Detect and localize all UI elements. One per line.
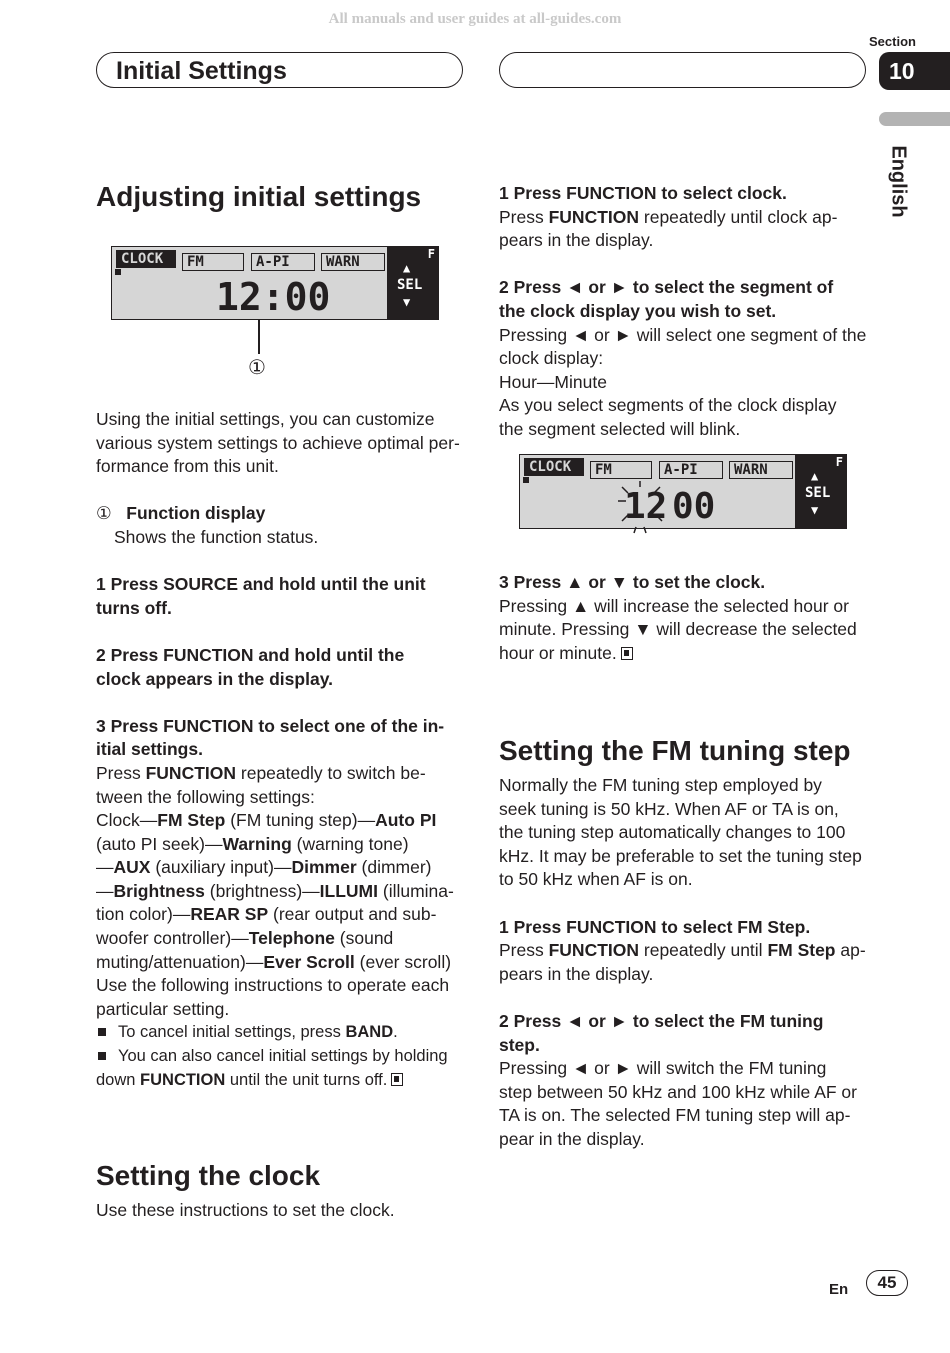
lcd-time: 12:00 bbox=[216, 275, 331, 319]
lcd-warn-label: WARN bbox=[321, 253, 385, 271]
language-label: English bbox=[887, 145, 910, 218]
language-tab bbox=[879, 112, 950, 126]
lcd-api-label: A-PI bbox=[251, 253, 315, 271]
sel-control bbox=[387, 247, 439, 320]
lcd-fm-label: FM bbox=[182, 253, 244, 271]
step-heading: clock appears in the display. bbox=[96, 668, 333, 689]
right-column-step3: 3 Press ▲ or ▼ to set the clock. Pressing ▲ will increase the selected hour or minute. Pressing ▼ will decrease the selected hour or minute. bbox=[499, 571, 867, 665]
right-column-top: 1 Press FUNCTION to select clock. Press FUNCTION repeatedly until clock ap- pears in the display. 2 Press ◄ or ► to select the segment of the clock display you wish to set. Pressing ◄ or ► will select one segment of the clock display: Hour—Minute As you select segments of the clock display the segment selected will blink. bbox=[499, 183, 867, 439]
step-heading: itial settings. bbox=[96, 739, 203, 760]
step-heading: 1 Press FUNCTION to select FM Step. bbox=[499, 916, 811, 937]
step-heading: 2 Press ◄ or ► to select the segment of bbox=[499, 277, 834, 298]
page-number: 45 bbox=[866, 1270, 908, 1296]
left-column-text: Using the initial settings, you can customize various system settings to achieve optimal per- formance from this unit. ① Function display Shows the function status. 1 Press SOURCE and hold until the unit turns off. 2 Press FUNCTION and hold until the clock appears in the display. 3 Press FUNCTION to select one of the in- itial settings. Press FUNCTION repeatedly to switch be- tween the following settings: Clock—FM Step (FM tuning step)—Auto PI (auto PI seek)—Warning (warning tone) —AUX (auxiliary input)—Dimmer (dimmer) —Brightness (brightness)—ILLUMI (illumina- tion color)—REAR SP (rear output and sub- woofer controller)—Telephone (sound muting/attenuation)—Ever Scroll (ever scroll) Use the following instructions to operate each particular setting. To cancel initial settings, press BAND. You can also cancel initial settings by holding down FUNCTION until the unit turns off. bbox=[96, 408, 464, 1092]
callout-number: ① bbox=[248, 357, 266, 379]
section-label: Section bbox=[869, 34, 916, 49]
up-arrow-icon: ▲ bbox=[403, 261, 411, 275]
lcd-clock-label: CLOCK bbox=[524, 458, 584, 476]
step-heading: 2 Press FUNCTION and hold until the bbox=[96, 644, 405, 665]
legend-title: Function display bbox=[126, 503, 266, 524]
down-arrow-icon: ▼ bbox=[403, 295, 411, 309]
clock-intro-text: Use these instructions to set the clock. bbox=[96, 1200, 395, 1220]
step-heading: turns off. bbox=[96, 597, 172, 618]
section-heading: Adjusting initial settings bbox=[96, 181, 422, 212]
intro-line: Using the initial settings, you can customize bbox=[96, 409, 435, 429]
step-heading: 3 Press FUNCTION to select one of the in- bbox=[96, 715, 445, 736]
f-mark: F bbox=[835, 455, 843, 469]
end-mark-icon bbox=[391, 1073, 403, 1086]
lcd-api-label: A-PI bbox=[659, 461, 723, 479]
callout-line bbox=[258, 320, 260, 354]
note-item: To cancel initial settings, press BAND. bbox=[96, 1021, 464, 1045]
function-display-illustration bbox=[111, 246, 439, 320]
lcd-hour-blinking: 12 bbox=[624, 486, 668, 527]
f-mark: F bbox=[427, 247, 435, 261]
lcd-fm-label: FM bbox=[590, 461, 652, 479]
down-arrow-icon: ▼ bbox=[811, 503, 819, 517]
legend-number: ① bbox=[96, 503, 112, 524]
clock-intro bbox=[96, 1199, 464, 1223]
end-mark-icon bbox=[621, 647, 633, 660]
sel-label: SEL bbox=[397, 277, 423, 293]
blink-rays-icon bbox=[616, 477, 676, 537]
heading-clock bbox=[96, 1159, 320, 1193]
section-heading: Setting the clock bbox=[96, 1160, 321, 1191]
right-column-fm: Normally the FM tuning step employed by seek tuning is 50 kHz. When AF or TA is on, the tuning step automatically changes to 100 kHz. It may be preferable to set the tuning step to 50 kHz when AF is on. 1 Press FUNCTION to select FM Step. Press FUNCTION repeatedly until FM Step ap- pears in the display. 2 Press ◄ or ► to select the FM tuning step. Pressing ◄ or ► will switch the FM tuning step between 50 kHz and 100 kHz while AF or TA is on. The selected FM tuning step will ap- pear in the display. bbox=[499, 775, 866, 1149]
lcd-indicator bbox=[115, 269, 121, 275]
heading-fm-step bbox=[499, 734, 851, 768]
intro-line: formance from this unit. bbox=[96, 456, 279, 477]
lcd-minute: 00 bbox=[672, 486, 716, 527]
section-heading: Setting the FM tuning step bbox=[499, 735, 851, 766]
empty-title-box bbox=[499, 52, 866, 88]
legend-description: Shows the function status. bbox=[114, 526, 319, 547]
chapter-title: Initial Settings bbox=[116, 57, 287, 85]
step-heading: the clock display you wish to set. bbox=[499, 300, 777, 321]
step-heading: 1 Press FUNCTION to select clock. bbox=[499, 183, 787, 203]
watermark: All manuals and user guides at all-guides.com bbox=[328, 11, 622, 27]
bullet-square-icon bbox=[98, 1028, 106, 1036]
sel-control bbox=[795, 455, 847, 529]
bullet-square-icon bbox=[98, 1052, 106, 1060]
footer-language: En bbox=[829, 1281, 849, 1298]
clock-display-illustration bbox=[519, 454, 847, 529]
lcd-indicator bbox=[523, 477, 529, 483]
step-heading: step. bbox=[499, 1034, 540, 1055]
sel-label: SEL bbox=[805, 485, 831, 501]
step-heading: 3 Press ▲ or ▼ to set the clock. bbox=[499, 572, 766, 592]
step-heading: 1 Press SOURCE and hold until the unit bbox=[96, 574, 426, 595]
lcd-clock-label: CLOCK bbox=[116, 250, 176, 268]
intro-line: various system settings to achieve optimal per- bbox=[96, 432, 460, 453]
chapter-title-box bbox=[96, 52, 463, 88]
step-heading: 2 Press ◄ or ► to select the FM tuning bbox=[499, 1010, 824, 1031]
up-arrow-icon: ▲ bbox=[811, 469, 819, 483]
note-item: You can also cancel initial settings by holding bbox=[96, 1045, 464, 1069]
lcd-warn-label: WARN bbox=[729, 461, 793, 479]
heading-adjusting bbox=[96, 180, 421, 214]
section-number: 10 bbox=[879, 52, 950, 90]
